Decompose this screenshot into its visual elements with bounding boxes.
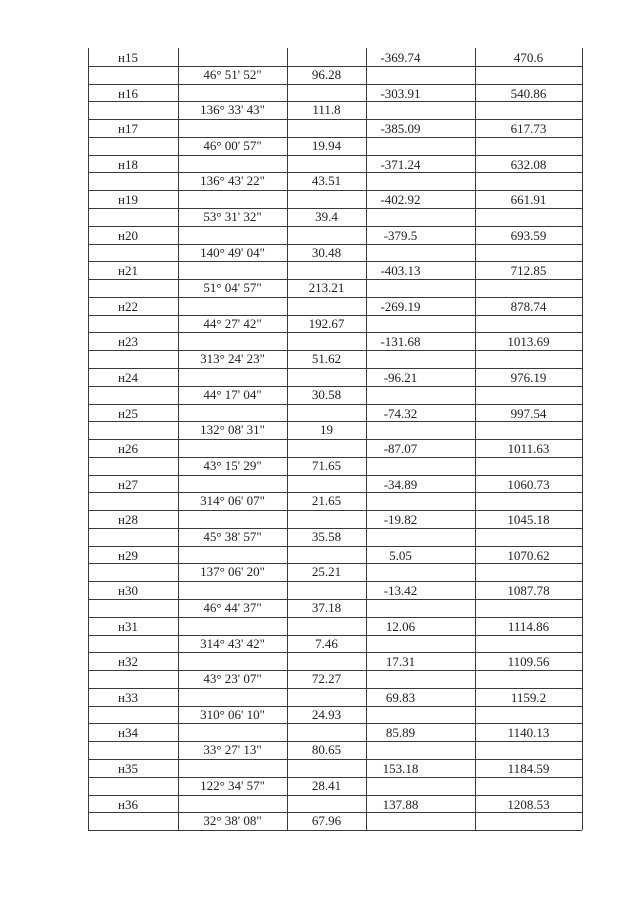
- coordinate-x: 5.05: [389, 547, 412, 563]
- coordinate-x: 69.83: [385, 689, 416, 705]
- coordinate-x: 137.88: [382, 796, 419, 812]
- segment-length: 71.65: [311, 457, 342, 473]
- point-name: н27: [118, 476, 138, 492]
- coordinate-y: 1045.18: [507, 512, 550, 528]
- direction-angle: 46° 00' 57": [203, 137, 262, 153]
- point-name: н32: [118, 654, 138, 670]
- coordinate-x: -87.07: [383, 441, 418, 457]
- coordinate-x: -371.24: [380, 156, 421, 172]
- coordinate-y: 1087.78: [507, 583, 550, 599]
- column-divider: [582, 48, 583, 830]
- segment-length: 25.21: [311, 564, 342, 580]
- direction-angle: 140° 49' 04": [200, 244, 265, 260]
- point-name: н31: [118, 618, 138, 634]
- segment-length: 80.65: [311, 742, 342, 758]
- row-divider: [88, 617, 582, 618]
- direction-angle: 51° 04' 57": [203, 280, 262, 296]
- segment-length: 24.93: [311, 706, 342, 722]
- coordinate-x: -403.13: [380, 263, 421, 279]
- coordinate-y: 693.59: [510, 227, 547, 243]
- row-divider: [88, 759, 582, 760]
- point-name: н24: [118, 369, 138, 385]
- direction-angle: 45° 38' 57": [203, 528, 262, 544]
- coordinate-x: 85.89: [385, 725, 416, 741]
- coordinate-y: 1013.69: [507, 334, 550, 350]
- row-divider: [88, 581, 582, 582]
- direction-angle: 43° 23' 07": [203, 671, 262, 687]
- segment-length: 213.21: [308, 280, 345, 296]
- coordinate-y: 1060.73: [507, 476, 550, 492]
- coordinate-y: 997.54: [510, 405, 547, 421]
- direction-angle: 132° 08' 31": [200, 422, 265, 438]
- segment-length: 19.94: [311, 137, 342, 153]
- coordinate-y: 1011.63: [507, 441, 550, 457]
- segment-length: 19: [320, 422, 333, 438]
- row-divider: [88, 84, 582, 85]
- coordinate-x: -303.91: [380, 85, 421, 101]
- direction-angle: 46° 44' 37": [203, 600, 262, 616]
- coordinate-x: -74.32: [383, 405, 418, 421]
- row-divider: [88, 475, 582, 476]
- segment-length: 39.4: [315, 208, 338, 224]
- coordinate-y: 1140.13: [507, 725, 550, 741]
- coordinate-x: -19.82: [383, 512, 418, 528]
- coordinate-x: -269.19: [380, 298, 421, 314]
- direction-angle: 136° 43' 22": [200, 173, 265, 189]
- direction-angle: 33° 27' 13": [203, 742, 262, 758]
- point-name: н15: [118, 50, 138, 65]
- row-divider: [88, 688, 582, 689]
- coordinate-x: 12.06: [385, 618, 416, 634]
- direction-angle: 122° 34' 57": [200, 777, 265, 793]
- coordinate-y: 712.85: [510, 263, 547, 279]
- row-divider: [88, 261, 582, 262]
- row-divider: [88, 652, 582, 653]
- row-divider: [88, 155, 582, 156]
- direction-angle: 44° 27' 42": [203, 315, 262, 331]
- direction-angle: 313° 24' 23": [200, 351, 265, 367]
- segment-length: 30.48: [311, 244, 342, 260]
- coordinate-x: -402.92: [380, 192, 421, 208]
- coordinate-x: -369.74: [380, 50, 421, 65]
- direction-angle: 314° 43' 42": [200, 635, 265, 651]
- segment-length: 67.96: [311, 813, 342, 829]
- coordinate-x: -379.5: [383, 227, 418, 243]
- direction-angle: 32° 38' 08": [203, 813, 262, 829]
- segment-length: 111.8: [312, 102, 341, 118]
- segment-length: 51.62: [311, 351, 342, 367]
- point-name: н34: [118, 725, 138, 741]
- segment-length: 43.51: [311, 173, 342, 189]
- direction-angle: 44° 17' 04": [203, 386, 262, 402]
- point-name: н18: [118, 156, 138, 172]
- direction-angle: 46° 51' 52": [203, 66, 262, 82]
- direction-angle: 43° 15' 29": [203, 457, 262, 473]
- point-name: н16: [118, 85, 138, 101]
- coordinate-x: 153.18: [382, 761, 419, 776]
- coordinate-y: 1114.86: [507, 618, 550, 634]
- coordinate-x: -34.89: [383, 476, 418, 492]
- point-name: н20: [118, 227, 138, 243]
- segment-length: 30.58: [311, 386, 342, 402]
- point-name: н22: [118, 298, 138, 314]
- coordinate-x: -96.21: [383, 369, 418, 385]
- coordinate-x: 17.31: [385, 654, 416, 670]
- row-divider: [88, 190, 582, 191]
- direction-angle: 310° 06' 10": [200, 706, 265, 722]
- coordinate-y: 1070.62: [507, 547, 550, 563]
- direction-angle: 137° 06' 20": [200, 564, 265, 580]
- coordinate-y: 661.91: [510, 192, 547, 208]
- row-divider: [88, 723, 582, 724]
- coordinate-y: 1208.53: [507, 796, 550, 812]
- direction-angle: 314° 06' 07": [200, 493, 265, 509]
- row-divider: [88, 119, 582, 120]
- coordinate-y: 617.73: [510, 121, 547, 137]
- row-divider: [88, 439, 582, 440]
- point-name: н21: [118, 263, 138, 279]
- segment-length: 21.65: [311, 493, 342, 509]
- point-name: н26: [118, 441, 138, 457]
- row-divider: [88, 546, 582, 547]
- row-divider: [88, 830, 582, 831]
- coordinate-y: 1109.56: [507, 654, 550, 670]
- row-divider: [88, 510, 582, 511]
- coordinate-y: 1159.2: [510, 689, 547, 705]
- coordinate-y: 878.74: [510, 298, 547, 314]
- coordinate-y: 1184.59: [507, 761, 550, 776]
- segment-length: 35.58: [311, 528, 342, 544]
- point-name: н19: [118, 192, 138, 208]
- point-name: н25: [118, 405, 138, 421]
- coordinate-y: 540.86: [510, 85, 547, 101]
- point-name: н35: [118, 761, 138, 776]
- coordinate-y: 976.19: [510, 369, 547, 385]
- row-divider: [88, 332, 582, 333]
- point-name: н33: [118, 689, 138, 705]
- row-divider: [88, 226, 582, 227]
- coordinate-x: -385.09: [380, 121, 421, 137]
- coordinate-x: -131.68: [380, 334, 421, 350]
- segment-length: 96.28: [311, 66, 342, 82]
- row-divider: [88, 368, 582, 369]
- point-name: н23: [118, 334, 138, 350]
- segment-length: 28.41: [311, 777, 342, 793]
- point-name: н17: [118, 121, 138, 137]
- direction-angle: 136° 33' 43": [200, 102, 265, 118]
- segment-length: 72.27: [311, 671, 342, 687]
- coordinate-y: 470.6: [513, 50, 544, 65]
- coordinate-x: -13.42: [383, 583, 418, 599]
- row-divider: [88, 297, 582, 298]
- segment-length: 192.67: [308, 315, 345, 331]
- row-divider: [88, 795, 582, 796]
- point-name: н29: [118, 547, 138, 563]
- segment-length: 37.18: [311, 600, 342, 616]
- row-divider: [88, 404, 582, 405]
- direction-angle: 53° 31' 32": [203, 208, 262, 224]
- point-name: н28: [118, 512, 138, 528]
- point-name: н36: [118, 796, 138, 812]
- segment-length: 7.46: [315, 635, 338, 651]
- coordinate-y: 632.08: [510, 156, 547, 172]
- point-name: н30: [118, 583, 138, 599]
